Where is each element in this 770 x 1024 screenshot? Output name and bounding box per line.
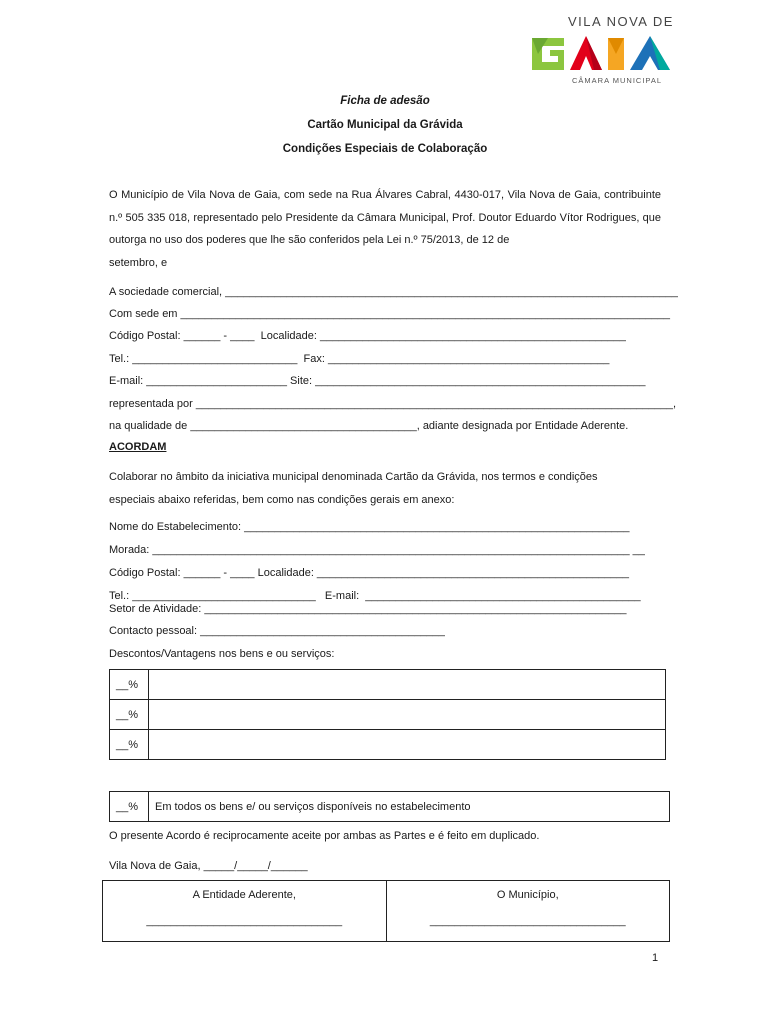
personal-contact-field[interactable]: Contacto pessoal: ________________________________________: [109, 625, 445, 637]
all-goods-text-cell: Em todos os bens e/ ou serviços disponíveis no estabelecimento: [149, 792, 670, 822]
logo-bottom-text: CÂMARA MUNICIPAL: [572, 76, 663, 85]
discount-table: [109, 669, 666, 760]
establishment-address-field[interactable]: Morada: ______________________________________________________________________________ __: [109, 544, 645, 556]
company-email-site-field[interactable]: E-mail: _______________________ Site: ______________________________________________________: [109, 375, 646, 387]
municipal-logo: [528, 12, 708, 88]
closing-statement: O presente Acordo é reciprocamente aceite por ambas as Partes e é feito em duplicado.: [109, 830, 540, 842]
entity-signature-label: A Entidade Aderente,: [192, 889, 296, 901]
logo-top-text: VILA NOVA DE: [568, 14, 674, 29]
establishment-name-field[interactable]: Nome do Estabelecimento: _______________________________________________________________: [109, 521, 630, 533]
all-goods-row: [110, 792, 670, 822]
capacity-field[interactable]: na qualidade de _____________________________________, adiante designada por Entidade Aderente.: [109, 420, 629, 432]
discount-pct-cell[interactable]: __%: [110, 730, 149, 760]
discount-desc-cell[interactable]: [149, 730, 666, 760]
logo-gaia-mark: [528, 32, 706, 74]
form-title: Ficha de adesão: [340, 95, 430, 107]
entity-signature-cell: [103, 881, 387, 942]
establishment-postal-field[interactable]: Código Postal: ______ - ____ Localidade: ___________________________________________________: [109, 567, 629, 579]
municipality-signature-label: O Município,: [496, 889, 559, 901]
date-line[interactable]: Vila Nova de Gaia, _____/_____/______: [109, 860, 308, 872]
acordam-heading: ACORDAM: [109, 441, 167, 453]
activity-sector-field[interactable]: Setor de Atividade: _____________________________________________________________________: [109, 603, 627, 615]
discount-row: [110, 700, 666, 730]
discount-pct-cell[interactable]: __%: [110, 670, 149, 700]
entity-signature-line[interactable]: ________________________________: [146, 915, 343, 927]
discount-row: [110, 730, 666, 760]
company-postal-field[interactable]: Código Postal: ______ - ____ Localidade: __________________________________________________: [109, 330, 626, 342]
collaboration-last-line: especiais abaixo referidas, bem como nas condições gerais em anexo:: [109, 493, 455, 506]
intro-paragraph: [109, 184, 661, 274]
form-section-title: Condições Especiais de Colaboração: [282, 143, 488, 155]
discounts-label: Descontos/Vantagens nos bens e ou serviços:: [109, 648, 335, 660]
signature-row: [103, 881, 670, 942]
discount-desc-cell[interactable]: [149, 700, 666, 730]
municipality-signature-line[interactable]: ________________________________: [429, 915, 626, 927]
intro-last-line: setembro, e: [109, 256, 168, 269]
company-tel-fax-field[interactable]: Tel.: ___________________________ Fax: ______________________________________________: [109, 353, 610, 365]
signature-table: [102, 880, 670, 942]
collaboration-text: Colaborar no âmbito da iniciativa municipal denominada Cartão da Grávida, nos termos e condições: [109, 471, 598, 483]
represented-by-field[interactable]: representada por ______________________________________________________________________________,: [109, 398, 677, 410]
collaboration-paragraph: [109, 466, 661, 511]
establishment-tel-email-field[interactable]: Tel.: ______________________________ E-mail: _____________________________________________: [109, 590, 641, 602]
company-seat-field[interactable]: Com sede em ________________________________________________________________________________: [109, 308, 670, 320]
discount-pct-cell[interactable]: __%: [110, 700, 149, 730]
page-number: 1: [652, 952, 659, 964]
municipality-signature-cell: [386, 881, 670, 942]
discount-desc-cell[interactable]: [149, 670, 666, 700]
company-name-field[interactable]: A sociedade comercial, __________________________________________________________________________: [109, 286, 678, 298]
form-subtitle: Cartão Municipal da Grávida: [307, 119, 463, 131]
discount-row: [110, 670, 666, 700]
intro-text: O Município de Vila Nova de Gaia, com sede na Rua Álvares Cabral, 4430-017, Vila Nova de Gaia, contribuinte n.º 505 335 018, representado pelo Presidente da Câmara Municipal, Prof. Doutor Eduardo Vítor Rodrigues, que outorga no uso dos poderes que lhe são conferidos pela Lei n.º 75/2013, de 12 de: [109, 189, 661, 246]
all-goods-table: [109, 791, 670, 822]
all-goods-pct-cell[interactable]: __%: [110, 792, 149, 822]
